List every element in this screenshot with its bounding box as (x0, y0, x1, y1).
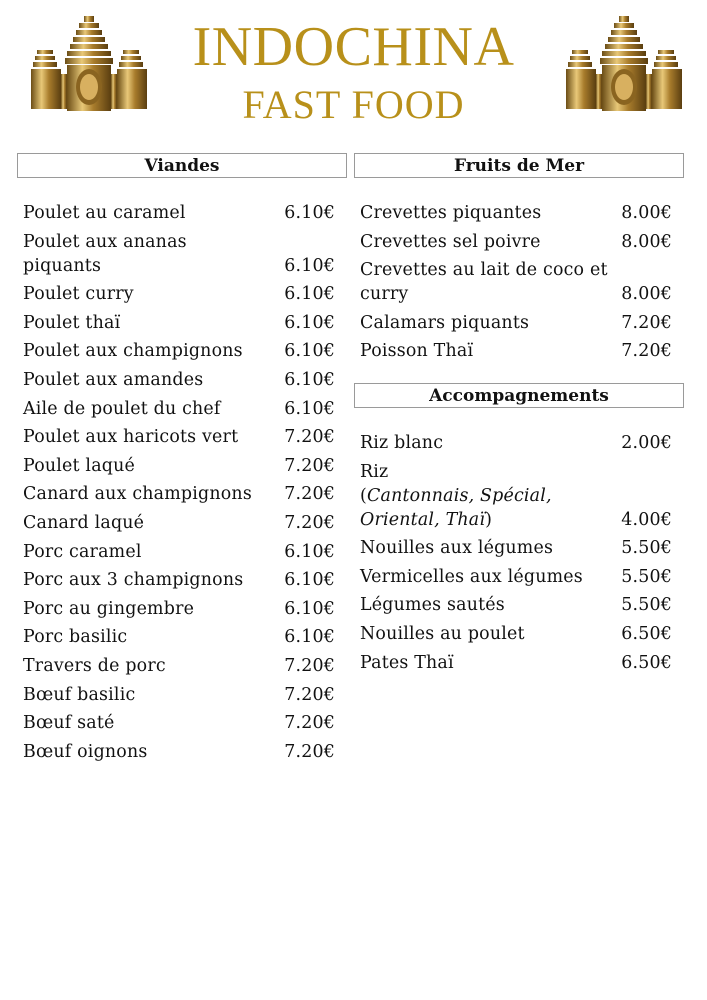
item-price: 6.10€ (284, 369, 335, 390)
item-price: 6.10€ (284, 341, 335, 362)
temple-icon (562, 12, 686, 114)
item-name: Canard aux champignons (23, 484, 252, 505)
menu-item (23, 654, 347, 683)
item-name: Porc aux 3 champignons (23, 570, 244, 591)
item-name: Poulet thaï (23, 312, 121, 333)
item-price: 6.10€ (284, 598, 335, 619)
item-price: 6.10€ (284, 284, 335, 305)
menu-item (360, 339, 684, 368)
menu-item (360, 651, 684, 680)
menu-list (354, 201, 684, 368)
item-price: 6.50€ (621, 623, 672, 644)
item-name: Porc basilic (23, 627, 128, 648)
menu-item (23, 282, 347, 311)
item-name: Poulet aux haricots vert (23, 427, 239, 448)
item-name: Nouilles au poulet (360, 623, 525, 644)
item-price: 7.20€ (284, 484, 335, 505)
section-fruits-de-mer (354, 153, 684, 368)
menu-item (23, 625, 347, 654)
item-price: 4.00€ (621, 509, 672, 530)
item-name: Canard laqué (23, 512, 145, 533)
menu-item (23, 339, 347, 368)
menu-item (23, 511, 347, 540)
item-name-text: Riz (360, 461, 389, 482)
item-price: 6.10€ (284, 312, 335, 333)
menu-item (360, 536, 684, 565)
menu-item (360, 622, 684, 651)
menu-item (23, 740, 347, 769)
item-name: Poulet au caramel (23, 203, 186, 223)
menu-item (23, 397, 347, 426)
item-price: 7.20€ (621, 312, 672, 333)
item-name: Poulet curry (23, 284, 134, 305)
section-accompagnements (354, 383, 684, 679)
section-title: Viandes (17, 153, 347, 178)
item-price: 7.20€ (284, 512, 335, 533)
menu-item (23, 230, 347, 283)
menu-item (360, 460, 684, 537)
item-name: Crevettes piquantes (360, 203, 542, 223)
item-name: Poulet aux amandes (23, 369, 204, 390)
item-name: Bœuf basilic (23, 684, 136, 705)
item-price: 5.50€ (621, 595, 672, 616)
menu-item (360, 201, 684, 230)
item-price: 5.50€ (621, 538, 672, 559)
menu-list (17, 201, 347, 768)
menu-item (360, 565, 684, 594)
item-price: 7.20€ (621, 341, 672, 362)
item-name: Poulet aux champignons (23, 341, 243, 362)
menu-item (360, 311, 684, 340)
menu-item (23, 201, 347, 230)
item-variants: Cantonnais, Spécial, Oriental, Thaï (360, 485, 552, 530)
item-price: 6.10€ (284, 541, 335, 562)
item-name: Nouilles aux légumes (360, 538, 554, 559)
menu-list (354, 431, 684, 679)
item-price: 7.20€ (284, 713, 335, 734)
item-price: 6.10€ (284, 627, 335, 648)
item-price: 2.00€ (621, 432, 672, 453)
item-price: 7.20€ (284, 427, 335, 448)
item-price: 8.00€ (621, 284, 672, 305)
item-price: 6.10€ (284, 570, 335, 591)
section-title: Fruits de Mer (354, 153, 684, 178)
item-name: Pates Thaï (360, 652, 454, 673)
item-name: Riz (Cantonnais, Spécial, Oriental, Thaï) (360, 461, 552, 530)
menu-item (360, 431, 684, 460)
menu-item (23, 482, 347, 511)
menu-item (23, 711, 347, 740)
menu-item (23, 368, 347, 397)
section-title: Accompagnements (354, 383, 684, 408)
item-price: 7.20€ (284, 684, 335, 705)
menu-item (23, 311, 347, 340)
item-price: 6.10€ (284, 203, 335, 223)
menu-item (360, 593, 684, 622)
menu-item (23, 683, 347, 712)
item-price: 8.00€ (621, 203, 672, 223)
item-name: Riz blanc (360, 432, 444, 453)
item-name: Calamars piquants (360, 312, 530, 333)
item-price: 6.10€ (284, 398, 335, 419)
item-name: Légumes sautés (360, 595, 505, 616)
menu-item (360, 230, 684, 259)
restaurant-title: INDOCHINA (192, 16, 515, 78)
section-right-column (354, 153, 684, 679)
item-name: Travers de porc (23, 655, 166, 676)
item-price: 7.20€ (284, 455, 335, 476)
item-name: Poisson Thaï (360, 341, 474, 362)
menu-item (23, 597, 347, 626)
item-name: Porc au gingembre (23, 598, 195, 619)
item-price: 6.10€ (284, 255, 335, 276)
item-name: Bœuf oignons (23, 741, 148, 762)
menu-item (23, 568, 347, 597)
menu-item (360, 258, 684, 311)
item-name: Aile de poulet du chef (23, 398, 221, 419)
menu-item (23, 425, 347, 454)
item-price: 8.00€ (621, 231, 672, 252)
section-viandes (17, 153, 347, 768)
item-name: Poulet laqué (23, 455, 135, 476)
menu-item (23, 540, 347, 569)
item-name: Crevettes au lait de coco et curry (360, 260, 608, 305)
item-name: Poulet aux ananas piquants (23, 231, 187, 276)
restaurant-subtitle: FAST FOOD (242, 82, 465, 127)
menu-item (23, 454, 347, 483)
item-price: 6.50€ (621, 652, 672, 673)
item-price: 7.20€ (284, 741, 335, 762)
item-price: 5.50€ (621, 566, 672, 587)
item-name: Bœuf saté (23, 713, 115, 734)
item-name: Vermicelles aux légumes (360, 566, 583, 587)
item-name: Crevettes sel poivre (360, 231, 541, 252)
item-price: 7.20€ (284, 655, 335, 676)
menu-header (0, 0, 707, 135)
item-name: Porc caramel (23, 541, 142, 562)
